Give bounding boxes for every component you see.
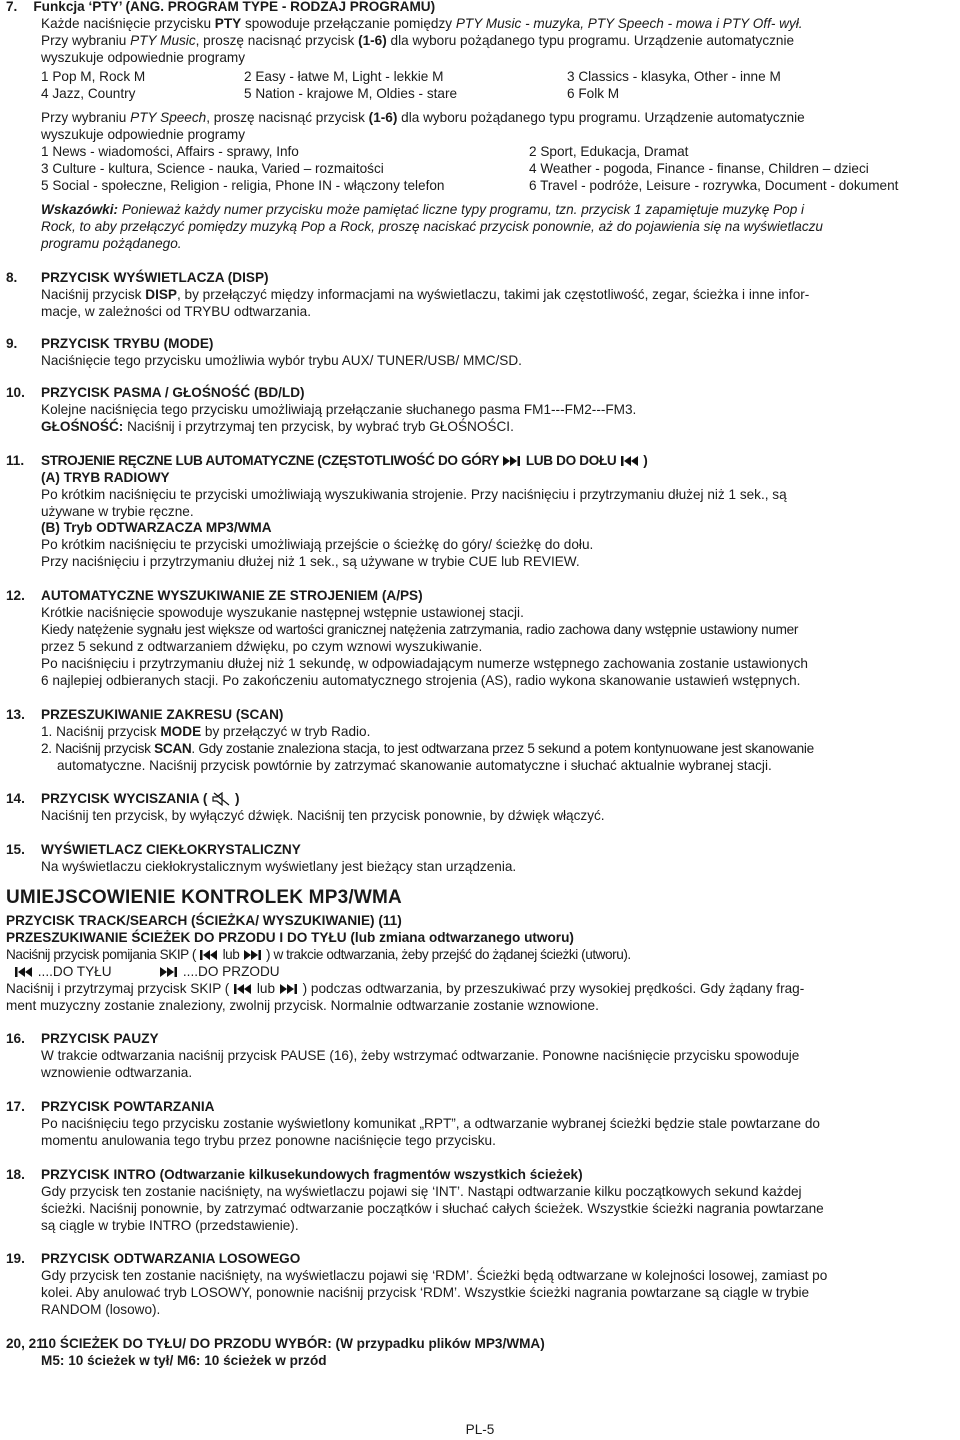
section-number: 7. xyxy=(6,0,18,14)
section-title: Funkcja ‘PTY’ (ANG. PROGRAM TYPE - RODZAJ PROGRAMU) xyxy=(33,0,436,14)
section-12-line: Po naciśnięciu i przytrzymaniu dłużej niż 1 sekundę, w odpowiadającym numerze wstępnego zachowania zostanie ustawionych xyxy=(41,656,808,671)
section-number: 8. xyxy=(6,270,18,285)
section-title: PRZYCISK WYŚWIETLACZA (DISP) xyxy=(41,270,269,285)
section-13-line-1: 1. Naciśnij przycisk MODE by przełączyć w tryb Radio. xyxy=(41,724,371,739)
music-item: 6 Folk M xyxy=(567,86,620,101)
section-10-line-1: Kolejne naciśnięcia tego przycisku umożliwiają przełączanie słuchanego pasma FM1---FM2---FM3. xyxy=(41,402,637,417)
tip-line-2: Rock, to aby przełączyć pomiędzy muzyką Pop a Rock, proszę naciskać przycisk ponownie, aż do pojawienia się na wyświetlaczu xyxy=(41,219,823,234)
section-11-line: Przy naciśnięciu i przytrzymaniu dłużej niż 1 sek., są używane w trybie CUE lub REVIEW. xyxy=(41,554,580,569)
section-number: 9. xyxy=(6,336,18,351)
previous-track-icon xyxy=(233,983,253,995)
tip-line-1: Wskazówki: Ponieważ każdy numer przycisku może pamiętać liczne typy programu, tzn. przycisk 1 zapamiętuje muzykę Pop i xyxy=(41,202,805,217)
section-11-title: STROJENIE RĘCZNE LUB AUTOMATYCZNE (CZĘSTOTLIWOŚĆ DO GÓRY LUB DO DOŁU ) xyxy=(41,453,648,468)
section-18-line: ścieżki. Naciśnij ponownie, by zatrzymać odtwarzanie początków i słuchać całych ścieżek. Wszystkie ścieżki nagrania powtarzane xyxy=(41,1201,824,1216)
section-17-line: Po naciśnięciu tego przycisku zostanie wyświetlony komunikat „RPT”, a odtwarzanie wybranej ścieżki będzie stale powtarzane do xyxy=(41,1116,820,1131)
mp3-line-1: Naciśnij przycisk pomijania SKIP ( lub ) w trakcie odtwarzania, żeby przejść do żądanej ścieżki (utworu). xyxy=(6,947,631,962)
speech-line-1: Przy wybraniu PTY Speech, proszę nacisnąć przycisk (1-6) dla wyboru pożądanego typu programu. Urządzenie automatycznie xyxy=(41,110,805,125)
next-track-icon xyxy=(279,983,299,995)
page-number: PL-5 xyxy=(465,1422,495,1437)
section-title: PRZYCISK PASMA / GŁOŚNOŚĆ (BD/LD) xyxy=(41,385,305,400)
speech-item: 5 Social - społeczne, Religion - religia, Phone IN - włączony telefon xyxy=(41,178,445,193)
sub-heading: (A) TRYB RADIOWY xyxy=(41,470,170,485)
section-15-line: Na wyświetlaczu ciekłokrystalicznym wyświetlany jest bieżący stan urządzenia. xyxy=(41,859,517,874)
mp3-line-4: ment muzyczny zostanie znaleziony, zwolnij przycisk. Normalnie odtwarzanie zostanie wznowione. xyxy=(6,998,599,1013)
speech-item: 6 Travel - podróże, Leisure - rozrywka, Document - dokument xyxy=(529,178,899,193)
section-14-line: Naciśnij ten przycisk, by wyłączyć dźwięk. Naciśnij ten przycisk ponownie, by dźwięk włączyć. xyxy=(41,808,605,823)
music-item: 1 Pop M, Rock M xyxy=(41,69,146,84)
mp3-subheading: PRZYCISK TRACK/SEARCH (ŚCIEŻKA/ WYSZUKIWANIE) (11) xyxy=(6,913,402,928)
section-number: 18. xyxy=(6,1167,25,1182)
section-7-line-3: wyszukuje odpowiednie programy xyxy=(41,50,246,65)
section-title: PRZYCISK TRYBU (MODE) xyxy=(41,336,214,351)
section-number: 11. xyxy=(6,453,25,468)
section-18-line: są ciągle w trybie INTRO (przedstawienie). xyxy=(41,1218,299,1233)
section-11-line: Po krótkim naciśnięciu te przyciski umożliwiają wyszukiwania strojenie. Przy naciśnięciu i przytrzymaniu dłużej niż 1 sek., są xyxy=(41,487,787,502)
music-item: 4 Jazz, Country xyxy=(41,86,136,101)
music-item: 5 Nation - krajowe M, Oldies - stare xyxy=(244,86,458,101)
mp3-heading: UMIEJSCOWIENIE KONTROLEK MP3/WMA xyxy=(6,887,402,908)
section-7-heading xyxy=(6,0,435,15)
section-title: AUTOMATYCZNE WYSZUKIWANIE ZE STROJENIEM (A/PS) xyxy=(41,588,423,603)
section-8-line-1: Naciśnij przycisk DISP, by przełączyć między informacjami na wyświetlaczu, takimi jak częstotliwość, zegar, ścieżka i inne infor- xyxy=(41,287,810,302)
music-item: 3 Classics - klasyka, Other - inne M xyxy=(567,69,781,84)
tip-line-3: programu pożądanego. xyxy=(41,236,182,251)
sub-heading: (B) Tryb ODTWARZACZA MP3/WMA xyxy=(41,520,272,535)
section-number: 17. xyxy=(6,1099,25,1114)
section-10-line-2: GŁOŚNOŚĆ: Naciśnij i przytrzymaj ten przycisk, by wybrać tryb GŁOŚNOŚCI. xyxy=(41,419,514,434)
next-track-icon xyxy=(159,966,179,978)
section-18-line: Gdy przycisk ten zostanie naciśnięty, na wyświetlaczu pojawi się ‘INT’. Nastąpi odtwarzanie kilku początkowych sekund każdej xyxy=(41,1184,802,1199)
section-8-line-2: macje, w zależności od TRYBU odtwarzania. xyxy=(41,304,311,319)
section-17-line: momentu anulowania tego trybu przez ponowne naciśnięcie tego przycisku. xyxy=(41,1133,496,1148)
next-track-icon xyxy=(243,949,263,961)
section-number: 14. xyxy=(6,791,25,806)
section-number: 20, 21. xyxy=(6,1336,48,1351)
section-20-line: M5: 10 ścieżek w tył/ M6: 10 ścieżek w przód xyxy=(41,1353,327,1368)
section-title: 10 ŚCIEŻEK DO TYŁU/ DO PRZODU WYBÓR: (W przypadku plików MP3/WMA) xyxy=(41,1336,545,1351)
previous-track-icon xyxy=(199,949,219,961)
music-item: 2 Easy - łatwe M, Light - lekkie M xyxy=(244,69,444,84)
section-12-line: 6 najlepiej odbieranych stacji. Po zakończeniu automatycznego strojenia (AS), radio wykona skanowanie ustawień wstępnych. xyxy=(41,673,801,688)
speech-item: 3 Culture - kultura, Science - nauka, Varied – rozmaitości xyxy=(41,161,384,176)
section-12-line: przez 5 sekund z odtwarzaniem dźwięku, po czym wznowi wyszukiwanie. xyxy=(41,639,483,654)
section-title: PRZYCISK INTRO (Odtwarzanie kilkusekundowych fragmentów wszystkich ścieżek) xyxy=(41,1167,583,1182)
section-11-line: Po krótkim naciśnięciu te przyciski umożliwiają przejście o ścieżkę do góry/ ścieżkę do dołu. xyxy=(41,537,594,552)
mp3-line-2: ....DO TYŁU ....DO PRZODU xyxy=(14,963,280,980)
next-track-icon xyxy=(502,455,522,467)
speech-line-2: wyszukuje odpowiednie programy xyxy=(41,127,246,142)
section-19-line: RANDOM (losowo). xyxy=(41,1302,161,1317)
section-number: 10. xyxy=(6,385,25,400)
mp3-line-3: Naciśnij i przytrzymaj przycisk SKIP ( lub ) podczas odtwarzania, by przeszukiwać przy wysokiej prędkości. Gdy żądany frag- xyxy=(6,981,805,996)
section-16-line: W trakcie odtwarzania naciśnij przycisk PAUSE (16), żeby wstrzymać odtwarzanie. Ponowne naciśnięcie przycisku spowoduje xyxy=(41,1048,800,1063)
section-title: PRZESZUKIWANIE ZAKRESU (SCAN) xyxy=(41,707,284,722)
section-number: 13. xyxy=(6,707,25,722)
section-16-line: wznowienie odtwarzania. xyxy=(41,1065,193,1080)
section-19-line: kolei. Aby anulować tryb LOSOWY, ponownie naciśnij przycisk ‘RDM’. Wszystkie ścieżki nagrania powtarzane są ciągle w trybie xyxy=(41,1285,810,1300)
section-title: PRZYCISK ODTWARZANIA LOSOWEGO xyxy=(41,1251,301,1266)
section-title: WYŚWIETLACZ CIEKŁOKRYSTALICZNY xyxy=(41,842,301,857)
section-19-line: Gdy przycisk ten zostanie naciśnięty, na wyświetlaczu pojawi się ‘RDM’. Ścieżki będą odtwarzane w kolejności losowej, zamiast po xyxy=(41,1268,828,1283)
section-number: 12. xyxy=(6,588,25,603)
previous-track-icon xyxy=(620,455,640,467)
section-12-line: Kiedy natężenie sygnału jest większe od wartości granicznej natężenia zatrzymania, radio zachowa dany wstępnie ustawiony numer xyxy=(41,622,799,637)
section-title: PRZYCISK POWTARZANIA xyxy=(41,1099,215,1114)
mp3-subheading: PRZESZUKIWANIE ŚCIEŻEK DO PRZODU I DO TYŁU (lub zmiana odtwarzanego utworu) xyxy=(6,930,574,945)
section-title: PRZYCISK PAUZY xyxy=(41,1031,159,1046)
section-14-title: PRZYCISK WYCISZANIA ( ) xyxy=(41,791,240,806)
speech-item: 4 Weather - pogoda, Finance - finanse, Children – dzieci xyxy=(529,161,869,176)
section-7-line-1: Każde naciśnięcie przycisku PTY spowoduje przełączanie pomiędzy PTY Music - muzyka, PTY Speech - mowa i PTY Off- wył. xyxy=(41,16,803,31)
speech-item: 1 News - wiadomości, Affairs - sprawy, Info xyxy=(41,144,299,159)
section-number: 15. xyxy=(6,842,25,857)
section-13-line-3: automatyczne. Naciśnij przycisk powtórnie by zatrzymać skanowanie automatyczne i słuchać aktualnie wybranej stacji. xyxy=(57,758,772,773)
section-13-line-2: 2. Naciśnij przycisk SCAN. Gdy zostanie znaleziona stacja, to jest odtwarzana przez 5 sekund a potem kontynuowane jest skanowanie xyxy=(41,741,814,756)
section-number: 16. xyxy=(6,1031,25,1046)
section-9-line-1: Naciśnięcie tego przycisku umożliwia wybór trybu AUX/ TUNER/USB/ MMC/SD. xyxy=(41,353,522,368)
speech-item: 2 Sport, Edukacja, Dramat xyxy=(529,144,689,159)
mute-icon xyxy=(211,792,231,806)
previous-track-icon xyxy=(14,966,34,978)
section-11-line: używane w trybie ręczne. xyxy=(41,504,194,519)
section-7-line-2: Przy wybraniu PTY Music, proszę nacisnąć przycisk (1-6) dla wyboru pożądanego typu programu. Urządzenie automatycznie xyxy=(41,33,795,48)
section-12-line: Krótkie naciśnięcie spowoduje wyszukanie następnej wstępnie ustawionej stacji. xyxy=(41,605,524,620)
section-number: 19. xyxy=(6,1251,25,1266)
